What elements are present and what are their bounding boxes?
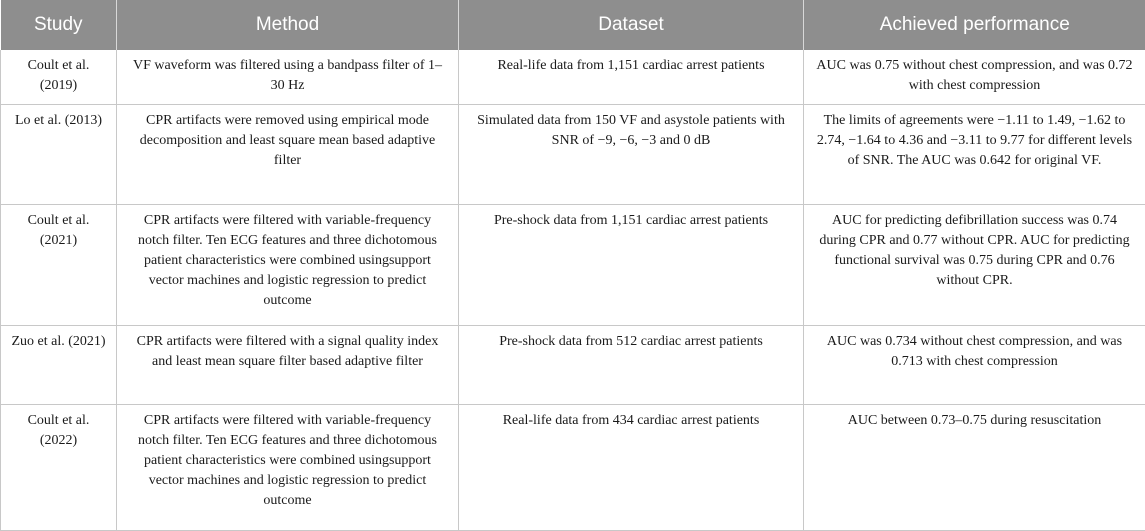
- cell-performance: AUC was 0.734 without chest compression, and was 0.713 with chest compression: [804, 325, 1145, 404]
- header-row: [1, 0, 1145, 50]
- header-study: Study: [1, 0, 117, 50]
- cell-performance: AUC for predicting defibrillation success was 0.74 during CPR and 0.77 without CPR. AUC for predicting functional survival was 0.75 during CPR and 0.76 without CPR.: [804, 204, 1145, 325]
- cell-study: Lo et al. (2013): [1, 104, 117, 204]
- table-row: [1, 204, 1145, 325]
- cell-performance: The limits of agreements were −1.11 to 1.49, −1.62 to 2.74, −1.64 to 4.36 and −3.11 to 9.77 for different levels of SNR. The AUC was 0.642 for original VF.: [804, 104, 1145, 204]
- cell-method: CPR artifacts were filtered with variable-frequency notch filter. Ten ECG features and three dichotomous patient characteristics were combined usingsupport vector machines and logistic regression to predict outcome: [117, 404, 459, 530]
- cell-study: Coult et al. (2021): [1, 204, 117, 325]
- cell-dataset: Real-life data from 434 cardiac arrest patients: [459, 404, 804, 530]
- cell-method: CPR artifacts were filtered with a signal quality index and least mean square filter based adaptive filter: [117, 325, 459, 404]
- table-body: [1, 50, 1145, 530]
- table-row: [1, 104, 1145, 204]
- cell-study: Coult et al. (2022): [1, 404, 117, 530]
- table-row: [1, 325, 1145, 404]
- header-method: Method: [117, 0, 459, 50]
- cell-study: Coult et al. (2019): [1, 50, 117, 104]
- cell-dataset: Pre-shock data from 512 cardiac arrest patients: [459, 325, 804, 404]
- cell-dataset: Pre-shock data from 1,151 cardiac arrest patients: [459, 204, 804, 325]
- cell-study: Zuo et al. (2021): [1, 325, 117, 404]
- cell-performance: AUC between 0.73–0.75 during resuscitation: [804, 404, 1145, 530]
- cell-method: VF waveform was filtered using a bandpass filter of 1–30 Hz: [117, 50, 459, 104]
- table-row: [1, 50, 1145, 104]
- cell-method: CPR artifacts were removed using empirical mode decomposition and least square mean based adaptive filter: [117, 104, 459, 204]
- cell-dataset: Simulated data from 150 VF and asystole patients with SNR of −9, −6, −3 and 0 dB: [459, 104, 804, 204]
- cell-method: CPR artifacts were filtered with variable-frequency notch filter. Ten ECG features and three dichotomous patient characteristics were combined usingsupport vector machines and logistic regression to predict outcome: [117, 204, 459, 325]
- header-performance: Achieved performance: [804, 0, 1145, 50]
- header-dataset: Dataset: [459, 0, 804, 50]
- table-row: [1, 404, 1145, 530]
- cell-dataset: Real-life data from 1,151 cardiac arrest patients: [459, 50, 804, 104]
- table-header: [1, 0, 1145, 50]
- cell-performance: AUC was 0.75 without chest compression, and was 0.72 with chest compression: [804, 50, 1145, 104]
